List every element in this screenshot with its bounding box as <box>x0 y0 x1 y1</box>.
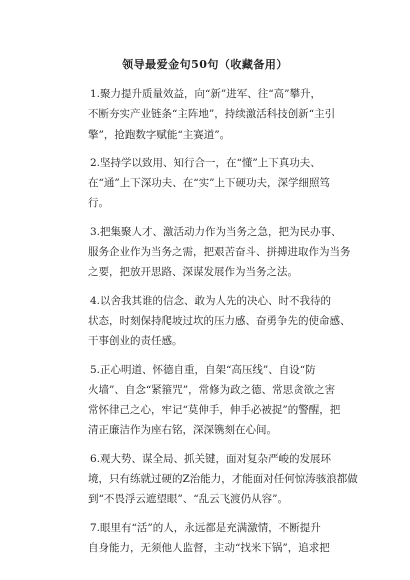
paragraph-1 <box>88 84 360 145</box>
paragraph-line: 4.以舍我其谁的信念、敢为人先的决心、时不我待的 <box>90 294 332 307</box>
paragraph-5 <box>88 360 360 441</box>
paragraph-line: 到“不畏浮云遮望眼”、“乱云飞渡仍从容”。 <box>88 493 288 506</box>
paragraph-line: 7.眼里有“活”的人，永远都是充满激情，不断提升 <box>90 521 321 534</box>
paragraph-line: 在“通”上下深功夫、在“实”上下硬功夫，深学细照笃 <box>88 177 330 190</box>
document-body <box>88 84 360 566</box>
paragraph-line: 自身能力，无须他人监督，主动“找米下锅”，追求把 <box>88 541 330 554</box>
paragraph-line: 5.正心明道、怀德自重，自架“高压线”、自设“防 <box>90 363 316 376</box>
paragraph-6 <box>88 449 360 510</box>
paragraph-line: 状态，时刻保持爬坡过坎的压力感、奋勇争先的使命感、 <box>88 314 351 327</box>
paragraph-line: 常怀律己之心，牢记“莫伸手，伸手必被捉”的警醒，把 <box>88 404 341 417</box>
document-title: 领导最爱金句50句（收藏备用） <box>122 58 288 71</box>
paragraph-line: 6.观大势、谋全局、抓关键，面对复杂严峻的发展环 <box>90 452 332 465</box>
paragraph-line: 服务企业作为当务之需，把艰苦奋斗、拼搏进取作为当务 <box>88 246 351 259</box>
paragraph-7 <box>88 518 360 559</box>
paragraph-line: 擎”，抢跑数字赋能“主赛道”。 <box>88 128 231 141</box>
paragraph-line: 2.坚持学以致用、知行合一，在“懂”上下真功夫、 <box>90 156 321 169</box>
paragraph-4 <box>88 291 360 352</box>
paragraph-line: 之要，把放开思路、深谋发展作为当务之法。 <box>88 266 298 279</box>
paragraph-line: 不断夯实产业链条“主阵地”，持续激活科技创新“主引 <box>88 108 336 121</box>
paragraph-line: 火墙”、自念“紧箍咒”，常修为政之德、常思贪欲之害 <box>88 383 336 396</box>
paragraph-line: 3.把集聚人才、激活动力作为当务之急，把为民办事、 <box>90 225 342 238</box>
paragraph-line: 清正廉洁作为座右铭，深深镌刻在心间。 <box>88 424 277 437</box>
paragraph-line: 行。 <box>88 197 109 210</box>
paragraph-line: 1.聚力提升质量效益，向“新”进军、往“高”攀升， <box>90 88 321 100</box>
paragraph-2 <box>88 153 360 214</box>
paragraph-3 <box>88 222 360 283</box>
paragraph-line: 境，只有练就过硬的Z治能力，才能面对任何惊涛骇浪都做 <box>88 473 358 486</box>
paragraph-line: 干事创业的责任感。 <box>88 335 183 348</box>
